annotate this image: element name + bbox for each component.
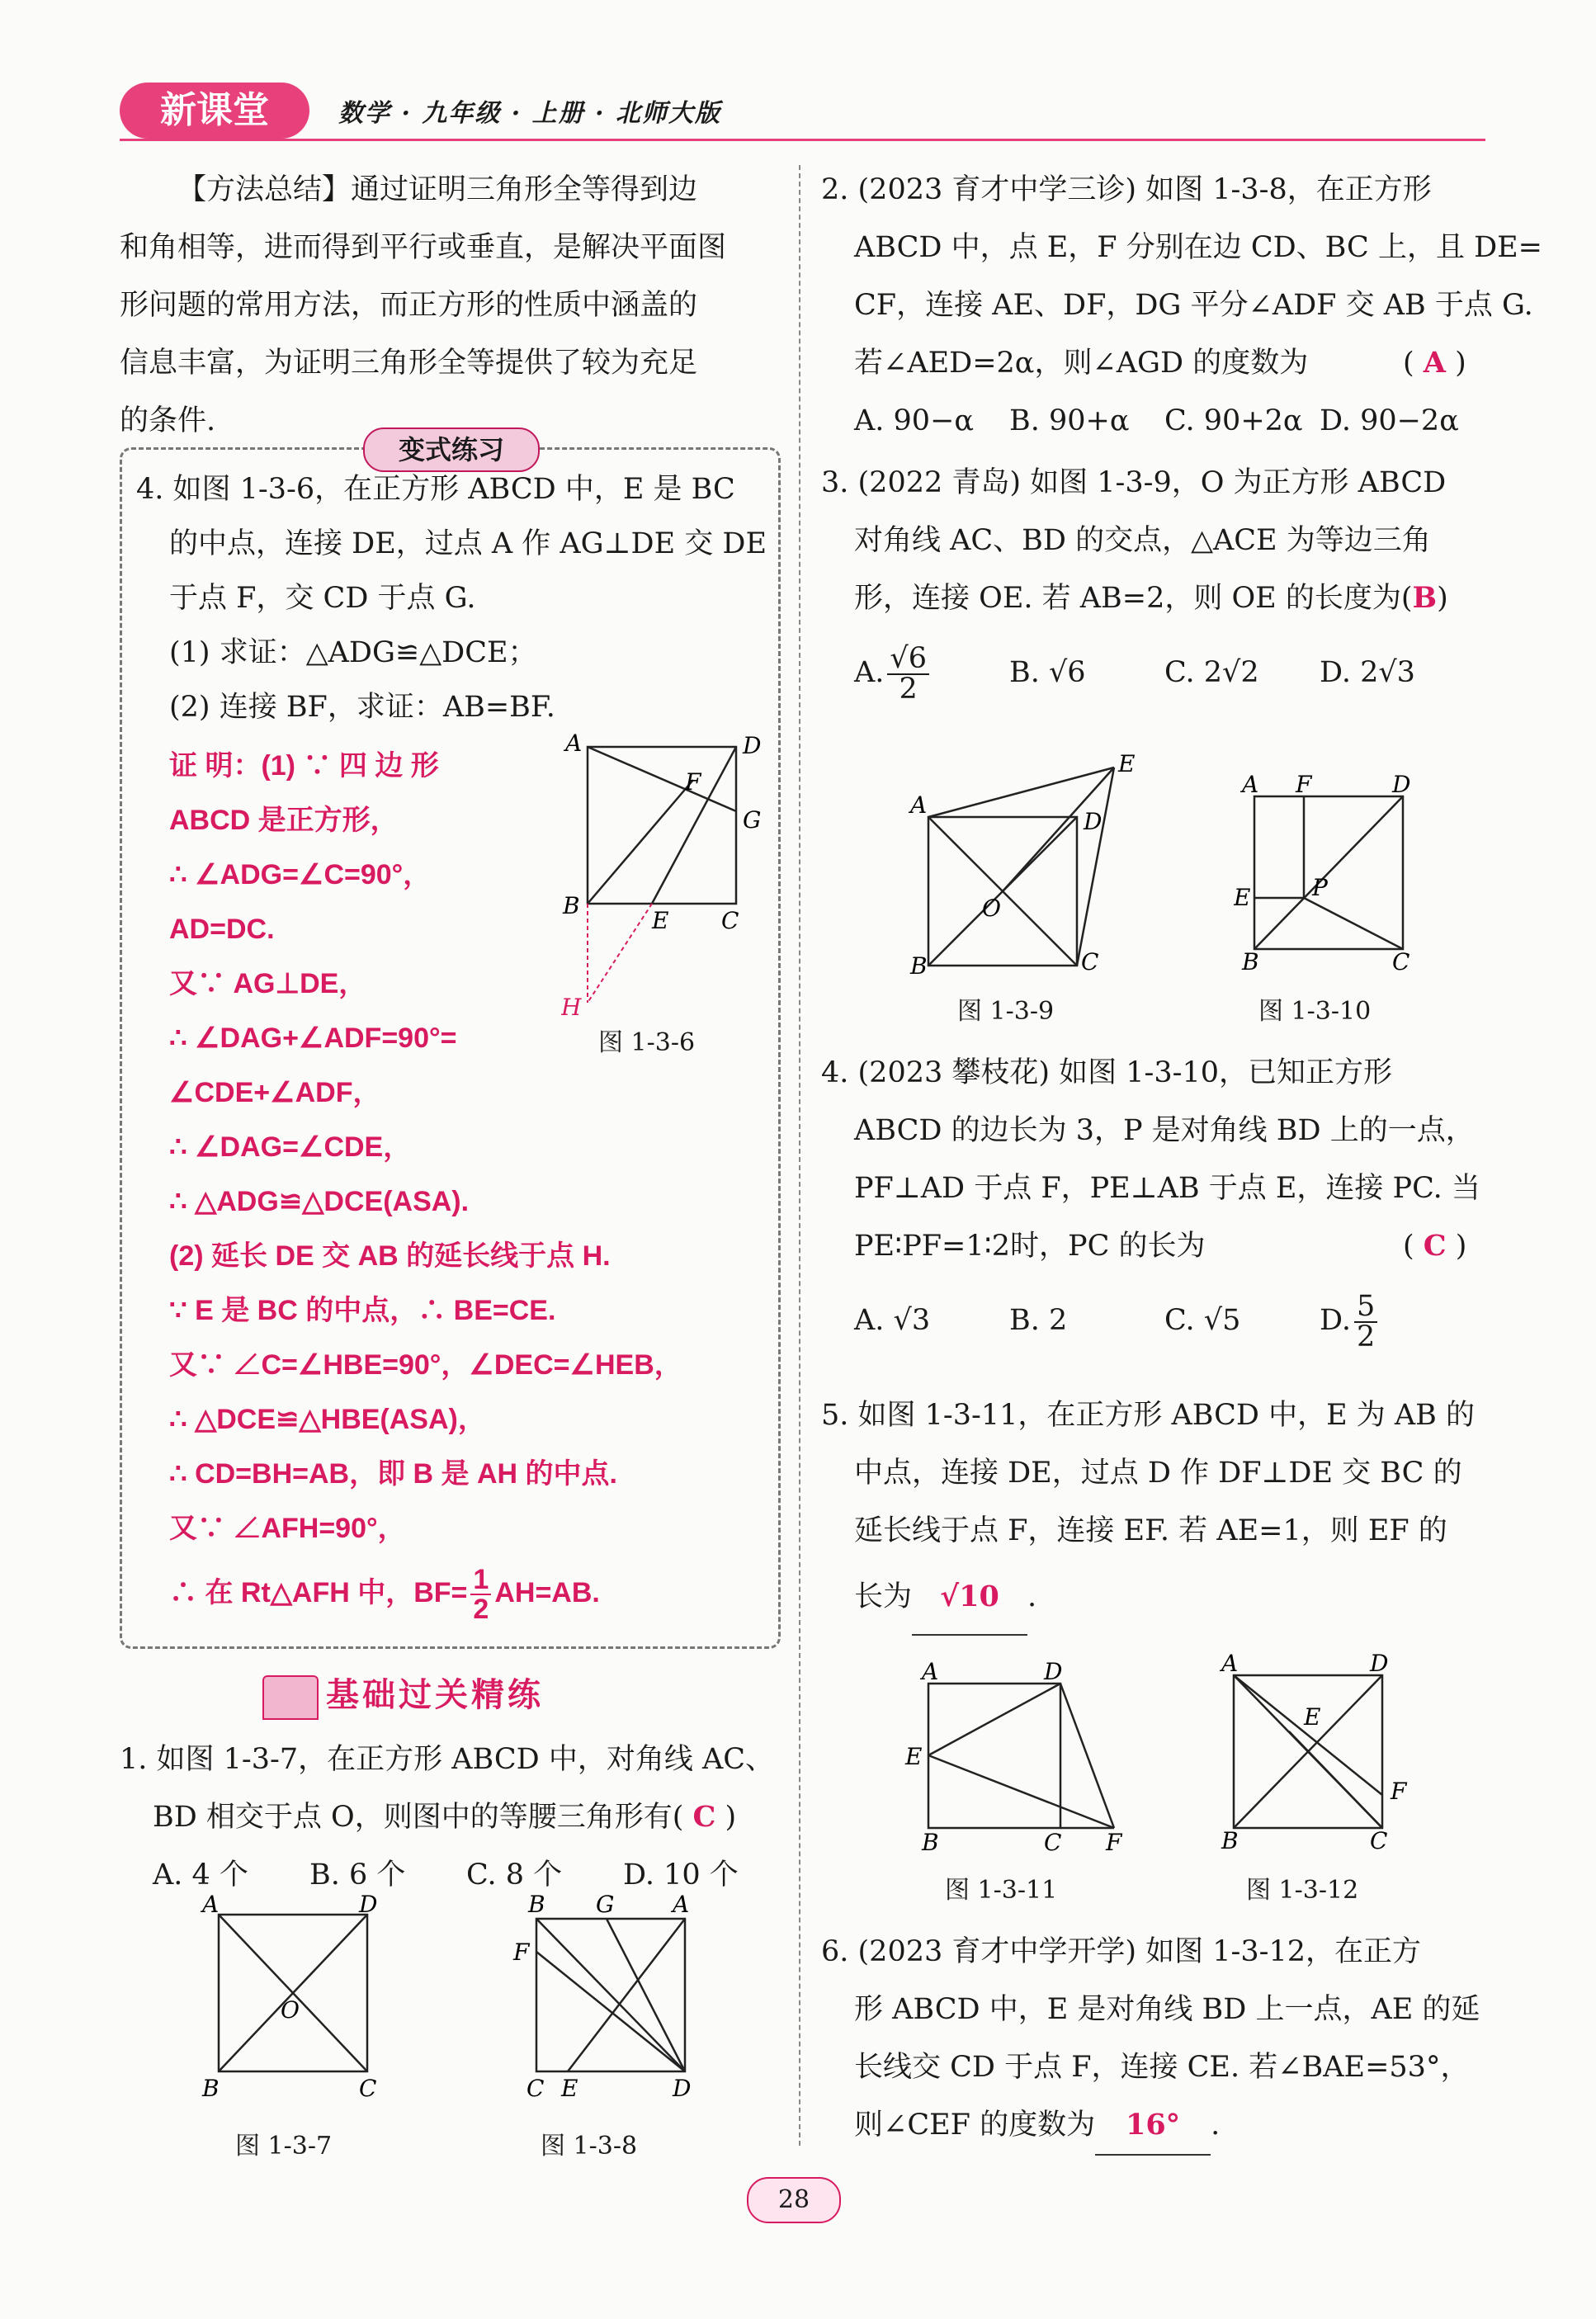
svg-text:F: F [513,1939,530,1966]
svg-text:C: C [1081,948,1099,975]
q5-last-prefix: 长为 [854,1580,913,1613]
figure-1-3-10 [1234,772,1440,978]
q3-close: ) [1437,582,1448,615]
q2-line: 2. (2023 育才中学三诊) 如图 1-3-8，在正方形 [821,173,1432,206]
svg-text:P: P [1312,874,1328,901]
q5-answer-blank[interactable]: √10 [912,1560,1027,1636]
summary-line: 和角相等，进而得到平行或垂直，是解决平面图 [120,231,727,264]
q2-answer: A [1423,346,1446,380]
svg-text:G: G [743,806,762,834]
column-divider [799,165,800,2146]
q4r-line: 4. (2023 攀枝花) 如图 1-3-10，已知正方形 [821,1056,1393,1089]
proof-line: ∴ ∠DAG+∠ADF=90°= [169,1023,457,1054]
q4-stem-line: 于点 F，交 CD 于点 G. [169,582,476,615]
svg-text:C: C [721,907,739,934]
proof-line: ∴ ∠ADG=∠C=90°， [169,859,432,890]
fraction-num: 1 [470,1566,491,1595]
svg-text:B: B [528,1894,545,1918]
svg-text:C: C [526,2075,545,2102]
q4r-option-d-label: D. [1320,1304,1351,1337]
svg-text:D: D [1044,1659,1063,1685]
svg-text:H: H [561,994,582,1021]
svg-text:A: A [202,1894,220,1918]
summary-line: 形问题的常用方法，而正方形的性质中涵盖的 [120,289,698,322]
fraction-den: 2 [473,1594,489,1626]
svg-text:E: E [905,1743,923,1770]
q6-line: 长线交 CD 于点 F，连接 CE. 若∠BAE=53°， [854,2051,1470,2084]
fig-caption-1-3-8: 图 1-3-8 [541,2132,638,2161]
svg-text:A: A [1242,772,1259,798]
svg-text:O: O [982,895,1001,922]
figure-1-3-12 [1213,1651,1428,1857]
svg-text:E: E [1118,750,1136,777]
svg-text:A: A [673,1894,690,1918]
svg-text:C: C [1044,1829,1062,1856]
proof-line: (2) 延长 DE 交 AB 的延长线于点 H. [169,1240,611,1272]
q1-line: 1. 如图 1-3-7，在正方形 ABCD 中，对角线 AC、 [120,1743,775,1776]
method-summary [120,161,780,450]
q4r-answer-wrap: ( C ) [1403,1229,1467,1263]
q4r-line [821,1217,1480,1275]
fraction-half [470,1564,491,1626]
q4r-answer: C [1423,1229,1447,1263]
q1-option: D. 10 个 [623,1859,739,1892]
q3-options [821,627,1448,718]
figure-1-3-11 [904,1659,1143,1857]
variant-title: 变式练习 [363,427,540,472]
q6 [821,1923,1480,2156]
q3 [821,454,1448,718]
proof-line: ∵ E 是 BC 的中点，∴ BE=CE. [169,1295,556,1326]
q5-last-suffix: . [1027,1580,1037,1613]
header-logo: 新课堂 [120,83,309,139]
svg-text:B: B [1221,1827,1239,1854]
q2-answer-wrap: ( A ) [1403,346,1466,380]
q2-options [821,392,1542,450]
q4r-line: ABCD 的边长为 3，P 是对角线 BD 上的一点， [854,1114,1475,1147]
q4r-line: PF⊥AD 于点 F，PE⊥AB 于点 E，连接 PC. 当 [854,1172,1480,1205]
q6-last-suffix: . [1211,2109,1221,2142]
fig-caption-1-3-12: 图 1-3-12 [1246,1876,1359,1905]
summary-line: 信息丰富，为证明三角形全等提供了较为充足 [120,347,698,380]
q4r-option: B. 2 [1009,1304,1068,1337]
svg-text:B: B [910,952,928,978]
q6-last-prefix: 则∠CEF 的度数为 [854,2109,1096,2142]
q3-fraction [887,641,929,706]
fig-caption-1-3-6: 图 1-3-6 [598,1028,696,1057]
q5-line: 5. 如图 1-3-11，在正方形 ABCD 中，E 为 AB 的 [821,1399,1476,1432]
svg-text:G: G [596,1894,615,1918]
svg-text:E: E [652,907,669,934]
figure-1-3-8 [503,1894,701,2109]
q4-stem-line: (2) 连接 BF，求证：AB=BF. [169,691,555,724]
svg-text:C: C [359,2075,377,2102]
fig-caption-1-3-7: 图 1-3-7 [235,2132,333,2161]
q1 [120,1731,774,1904]
q3-fraction-num: √6 [887,645,929,675]
svg-text:F: F [1391,1778,1407,1805]
q6-line: 形 ABCD 中，E 是对角线 BD 上一点，AE 的延 [854,1993,1480,2026]
q1-answer: C [692,1800,716,1834]
svg-text:B: B [563,892,580,919]
q1-close: ) [725,1801,737,1834]
svg-text:B: B [1242,948,1259,975]
q2-option: A. 90−α [854,404,975,437]
proof-final-suffix: AH=AB. [494,1577,600,1608]
svg-text:O: O [281,1996,300,2024]
svg-text:D: D [1084,808,1103,835]
proof-line: ABCD 是正方形， [169,805,399,836]
q4r-last: PE∶PF=1∶2时，PC 的长为 [854,1230,1206,1263]
basic-title: 基础过关精练 [326,1676,544,1714]
svg-text:F: F [1296,772,1312,798]
proof-line: 又∵ ∠C=∠HBE=90°，∠DEC=∠HEB， [169,1349,682,1381]
q2-option: B. 90+α [1009,404,1130,437]
svg-text:D: D [1370,1651,1389,1677]
q4r-option: A. √3 [854,1304,931,1337]
proof-line: 证 明：(1) ∵ 四 边 形 [169,750,439,782]
svg-text:C: C [1370,1827,1388,1854]
q2-line: CF，连接 AE、DF，DG 平分∠ADF 交 AB 于点 G. [854,289,1533,322]
q3-option: C. 2√2 [1164,656,1259,689]
q2-line [821,334,1542,392]
svg-text:A: A [910,791,928,819]
q5-line [821,1560,1475,1636]
book-icon [262,1675,319,1720]
q3-line [821,569,1448,627]
svg-text:D: D [743,732,762,759]
svg-text:A: A [922,1659,939,1685]
q3-option-a [854,627,1009,718]
q2-line: ABCD 中，点 E，F 分别在边 CD、BC 上，且 DE= [854,231,1543,264]
proof-line: ∠CDE+∠ADF， [169,1077,381,1108]
svg-text:C: C [1392,948,1410,975]
q4-stem-line: 4. 如图 1-3-6，在正方形 ABCD 中，E 是 BC [136,473,735,506]
summary-line: 的条件. [120,404,216,437]
q2 [821,161,1542,450]
q5-line: 中点，连接 DE，过点 D 作 DF⊥DE 交 BC 的 [854,1457,1462,1490]
proof-line: ∴ ∠DAG=∠CDE， [169,1131,412,1163]
q3-line: 3. (2022 青岛) 如图 1-3-9，O 为正方形 ABCD [821,466,1447,499]
svg-text:B: B [922,1829,939,1856]
header-subtitle: 数学 · 九年级 · 上册 · 北师大版 [338,99,721,128]
q4-right [821,1044,1480,1366]
proof-line: ∴ △ADG≌△DCE(ASA). [169,1186,470,1217]
q4r-options [821,1275,1480,1366]
q3-last: 形，连接 OE. 若 AB=2，则 OE 的长度为( [854,582,1413,615]
q1-stem2: BD 相交于点 O，则图中的等腰三角形有( [153,1801,684,1834]
svg-text:E: E [1234,884,1251,911]
q6-line [821,2096,1480,2156]
figure-1-3-7 [198,1894,396,2109]
figure-1-3-9 [895,747,1168,978]
q3-answer: B [1412,581,1438,615]
fig-caption-1-3-10: 图 1-3-10 [1258,997,1372,1026]
q4r-fraction [1354,1289,1377,1353]
q4r-fraction-den: 2 [1356,1320,1376,1353]
q4r-fraction-num: 5 [1354,1292,1377,1323]
q1-option: A. 4 个 [153,1859,248,1892]
q1-option: C. 8 个 [466,1859,563,1892]
q3-option: B. √6 [1009,656,1086,689]
svg-text:E: E [561,2075,578,2102]
fig-caption-1-3-11: 图 1-3-11 [945,1876,1058,1905]
figure-1-3-6 [561,730,776,1044]
q5-line: 延长线于点 F，连接 EF. 若 AE=1，则 EF 的 [854,1514,1447,1547]
q5 [821,1386,1475,1636]
proof-line: ∴ CD=BH=AB，即 B 是 AH 的中点. [169,1458,618,1490]
svg-text:F: F [1106,1829,1122,1856]
proof-final-prefix: ∴ 在 Rt△AFH 中，BF= [169,1577,468,1608]
proof-line: 又∵ AG⊥DE， [169,968,367,999]
q3-option-a-label: A. [854,656,885,689]
summary-line: 【方法总结】通过证明三角形全等得到边 [177,173,698,206]
header-rule [120,139,1485,141]
svg-text:A: A [1221,1651,1239,1677]
q4-stem [136,462,767,734]
proof-line: ∴ △DCE≌△HBE(ASA)， [169,1404,486,1435]
q2-last: 若∠AED=2α，则∠AGD 的度数为 [854,347,1309,380]
svg-text:E: E [1304,1703,1321,1731]
q3-line: 对角线 AC、BD 的交点，△ACE 为等边三角 [854,524,1431,557]
svg-text:B: B [202,2075,220,2102]
q6-answer-blank[interactable]: 16° [1095,2096,1211,2156]
q3-fraction-den: 2 [899,672,918,706]
svg-text:D: D [673,2075,692,2102]
q2-option: C. 90+2α [1164,404,1303,437]
svg-text:D: D [359,1894,378,1918]
svg-text:A: A [565,730,583,757]
svg-text:F: F [685,768,701,796]
q1-option: B. 6 个 [309,1859,406,1892]
q4-stem-line: 的中点，连接 DE，过点 A 作 AG⊥DE 交 DE [169,527,767,560]
fig-caption-1-3-9: 图 1-3-9 [957,997,1055,1026]
proof-final [169,1556,682,1630]
q6-line: 6. (2023 育才中学开学) 如图 1-3-12，在正方 [821,1935,1422,1968]
q4r-option-d [1320,1289,1381,1353]
svg-text:D: D [1392,772,1411,798]
q4r-option: C. √5 [1164,1304,1241,1337]
q1-line [120,1788,774,1846]
proof-line: AD=DC. [169,914,275,945]
q3-option: D. 2√3 [1320,656,1415,689]
page-number: 28 [747,2177,841,2223]
proof-line: 又∵ ∠AFH=90°， [169,1513,406,1544]
q2-option: D. 90−2α [1320,404,1459,437]
q4-stem-line: (1) 求证：△ADG≌△DCE； [169,636,537,669]
